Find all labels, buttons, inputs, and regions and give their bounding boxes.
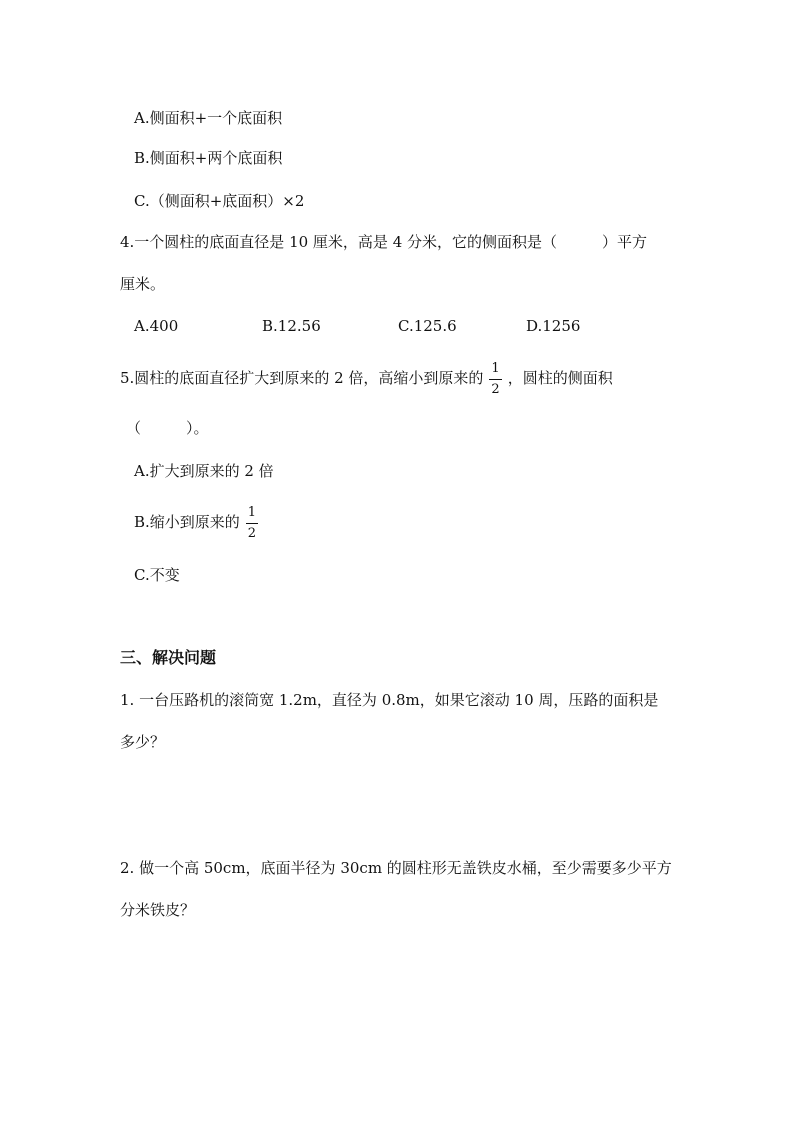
q5-text-line1 bbox=[120, 356, 613, 400]
problem2-line2: 分米铁皮？ bbox=[120, 901, 196, 919]
q5-fraction-numerator: 1 bbox=[489, 362, 501, 380]
q3-option-a: A.侧面积+一个底面积 bbox=[134, 109, 283, 127]
q5-option-a: A.扩大到原来的 2 倍 bbox=[134, 462, 274, 480]
problem1-line1: 1. 一台压路机的滚筒宽 1.2m，直径为 0.8m，如果它滚动 10 周，压路的面积是 bbox=[120, 691, 659, 709]
q5-option-c: C.不变 bbox=[134, 566, 180, 584]
q5-fraction-denominator: 2 bbox=[491, 381, 500, 397]
section-heading: 三、解决问题 bbox=[120, 648, 217, 667]
q4-option-a: A.400 bbox=[134, 317, 179, 335]
q5-option-b-text: B.缩小到原来的 bbox=[134, 513, 240, 531]
q4-option-d: D.1256 bbox=[526, 317, 581, 335]
q3-option-c: C.（侧面积+底面积）×2 bbox=[134, 192, 305, 210]
q5-option-b-fraction bbox=[246, 506, 258, 541]
q4-option-c: C.125.6 bbox=[398, 317, 457, 335]
problem2-line1: 2. 做一个高 50cm，底面半径为 30cm 的圆柱形无盖铁皮水桶，至少需要多少平方 bbox=[120, 859, 672, 877]
problem1-line2: 多少？ bbox=[120, 733, 166, 751]
q5-text-before: 5.圆柱的底面直径扩大到原来的 2 倍，高缩小到原来的 bbox=[120, 369, 484, 387]
q4-option-b: B.12.56 bbox=[262, 317, 321, 335]
q5-text-after: ，圆柱的侧面积 bbox=[507, 369, 613, 387]
q5-option-b-denominator: 2 bbox=[247, 525, 257, 541]
q3-option-b: B.侧面积+两个底面积 bbox=[134, 149, 283, 167]
q5-text-line2: （ ）。 bbox=[126, 419, 209, 437]
q5-option-b-numerator: 1 bbox=[246, 506, 258, 524]
q4-text-line2: 厘米。 bbox=[120, 275, 166, 293]
q5-fraction bbox=[489, 362, 501, 397]
q4-text-line1: 4.一个圆柱的底面直径是 10 厘米，高是 4 分米，它的侧面积是（ ）平方 bbox=[120, 233, 648, 251]
q5-option-b bbox=[134, 500, 264, 544]
